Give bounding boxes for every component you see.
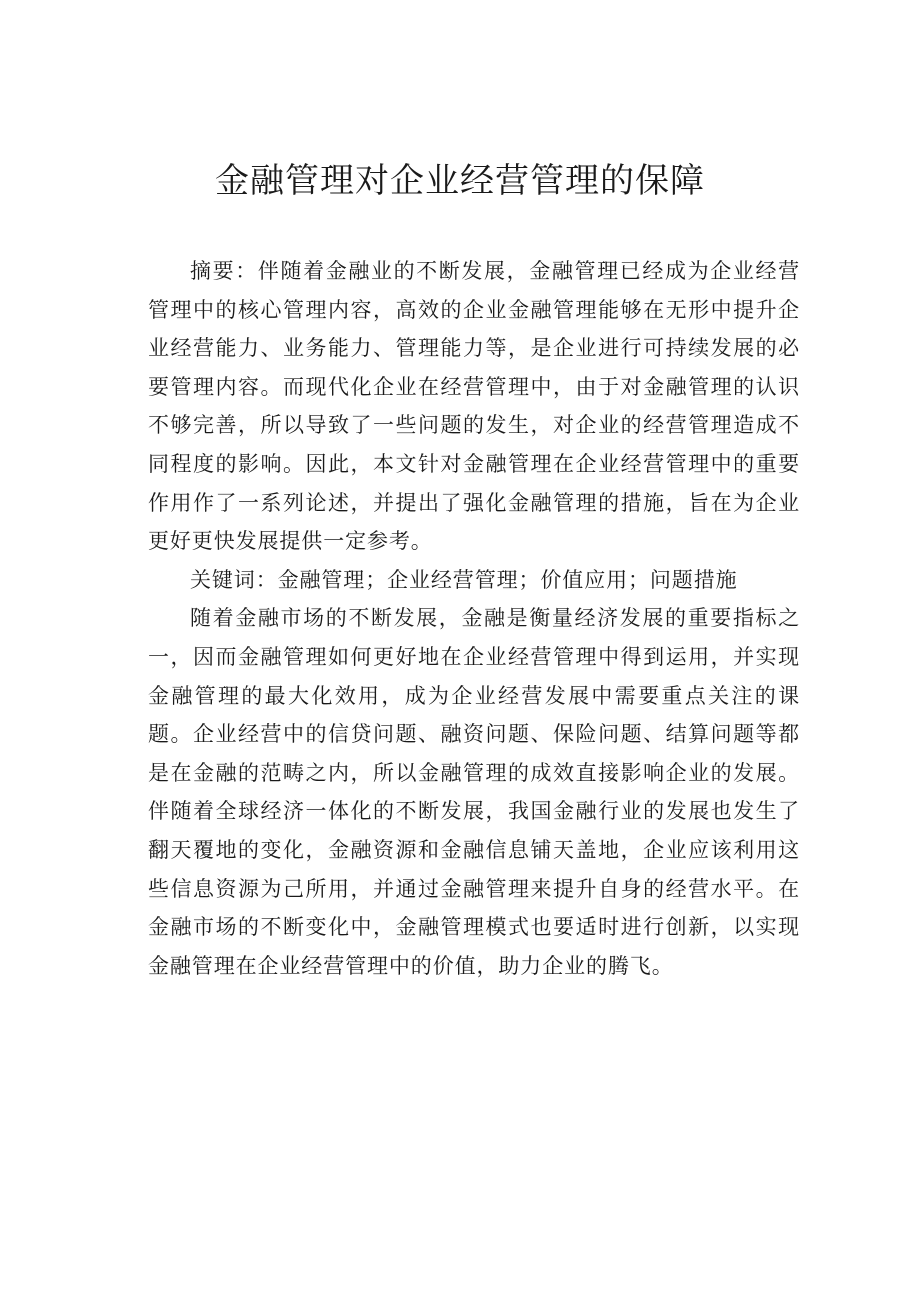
body-paragraph-1: 随着金融市场的不断发展，金融是衡量经济发展的重要指标之一，因而金融管理如何更好地在企业经营管理中得到运用，并实现金融管理的最大化效用，成为企业经营发展中需要重点关注的课题。企业经营中的信贷问题、融资问题、保险问题、结算问题等都是在金融的范畴之内，所以金融管理的成效直接影响企业的发展。伴随着全球经济一体化的不断发展，我国金融行业的发展也发生了翻天覆地的变化，金融资源和金融信息铺天盖地，企业应该利用这些信息资源为己所用，并通过金融管理来提升自身的经营水平。在金融市场的不断变化中，金融管理模式也要适时进行创新，以实现金融管理在企业经营管理中的价值，助力企业的腾飞。 <box>148 606 800 978</box>
document-body <box>148 252 800 985</box>
abstract-paragraph: 摘要：伴随着金融业的不断发展，金融管理已经成为企业经营管理中的核心管理内容，高效的企业金融管理能够在无形中提升企业经营能力、业务能力、管理能力等，是企业进行可持续发展的必要管理内容。而现代化企业在经营管理中，由于对金融管理的认识不够完善，所以导致了一些问题的发生，对企业的经营管理造成不同程度的影响。因此，本文针对金融管理在企业经营管理中的重要作用作了一系列论述，并提出了强化金融管理的措施，旨在为企业更好更快发展提供一定参考。 <box>148 259 800 554</box>
document-title: 金融管理对企业经营管理的保障 <box>215 161 705 201</box>
keywords-paragraph: 关键词：金融管理；企业经营管理；价值应用；问题措施 <box>190 567 738 592</box>
